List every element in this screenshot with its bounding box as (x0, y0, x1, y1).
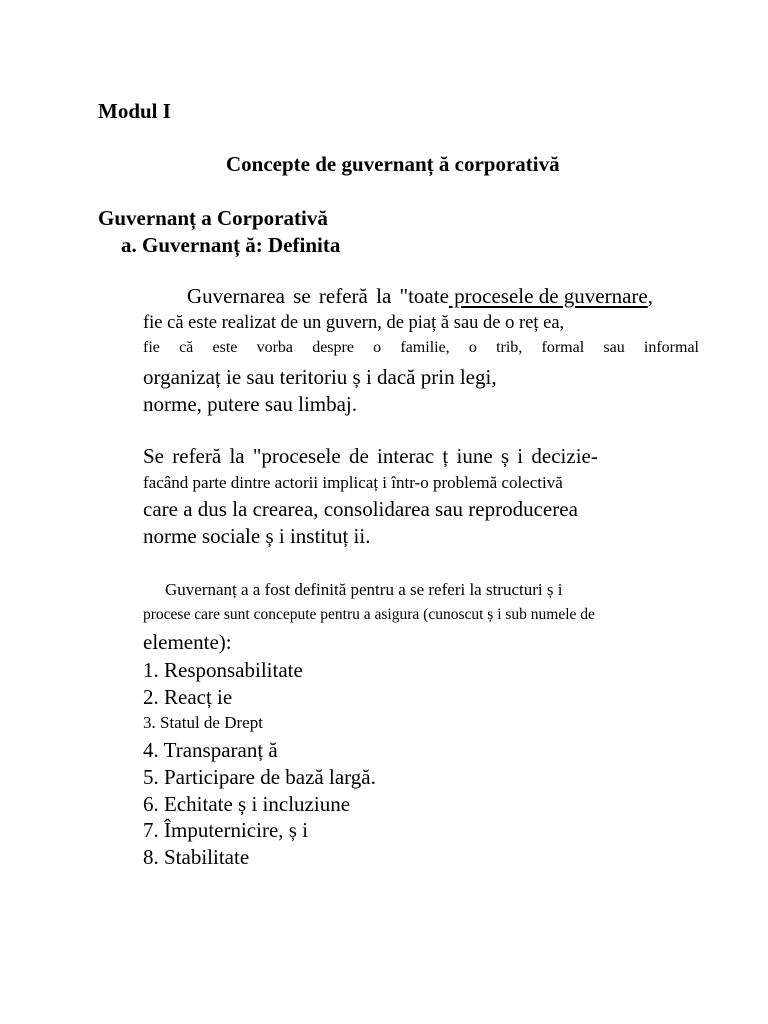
paragraph-1-line-1-end: , (647, 284, 653, 308)
list-item: 1. Responsabilitate (143, 658, 303, 682)
list-item: 7. Împuternicire, ș i (143, 818, 309, 842)
paragraph-3-line-3: elemente): (143, 630, 232, 654)
list-item: 2. Reacț ie (143, 685, 233, 709)
paragraph-2-line-3: care a dus la crearea, consolidarea sau reproducerea (143, 497, 578, 521)
list-item: 5. Participare de bază largă. (143, 765, 376, 789)
paragraph-1-line-5: norme, putere sau limbaj. (143, 392, 358, 416)
subsection-title: a. Guvernanț ă: Definita (121, 233, 341, 257)
paragraph-1-line-2: fie că este realizat de un guvern, de piaț ă sau de o reț ea, (143, 313, 565, 333)
list-item: 6. Echitate ș i incluziune (143, 792, 351, 816)
list-item: 3. Statul de Drept (143, 713, 263, 732)
paragraph-2-line-4: norme sociale ș i instituț ii. (143, 524, 371, 548)
section-title: Guvernanț a Corporativă (98, 206, 328, 230)
paragraph-1-line-1 (187, 286, 653, 307)
list-item: 4. Transparanț ă (143, 738, 278, 762)
module-title: Modul I (98, 99, 171, 123)
paragraph-1-line-1-start: Guvernarea se referă la "toate (187, 284, 449, 308)
paragraph-2-line-2: facând parte dintre actorii implicaț i într-o problemă colectivă (143, 473, 563, 492)
paragraph-3-line-2: procese care sunt concepute pentru a asigura (cunoscut ș i sub numele de (143, 606, 595, 623)
paragraph-1-line-4: organizaț ie sau teritoriu ș i dacă prin legi, (143, 365, 497, 389)
paragraph-1-line-3: fie că este vorba despre o familie, o trib, formal sau informal (143, 339, 699, 356)
chapter-title: Concepte de guvernanț ă corporativă (226, 152, 560, 176)
paragraph-2-line-1: Se referă la "procesele de interac ț iune ș i decizie- (143, 444, 598, 468)
underlined-phrase: procesele de guvernare (448, 284, 648, 308)
paragraph-3-line-1: Guvernanț a a fost definită pentru a se referi la structuri ș i (165, 580, 563, 599)
list-item: 8. Stabilitate (143, 845, 250, 869)
